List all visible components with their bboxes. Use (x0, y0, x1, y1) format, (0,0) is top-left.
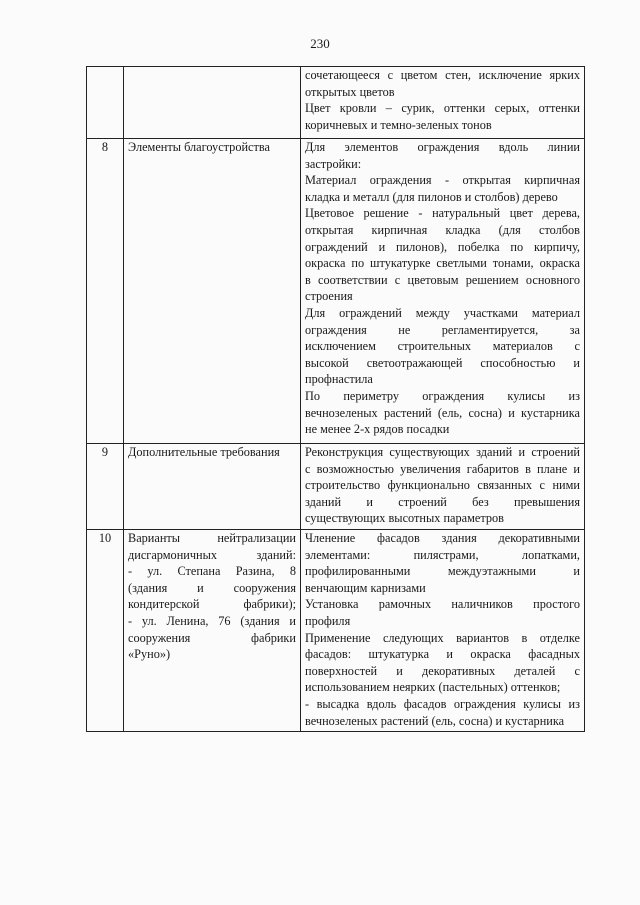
text-line: зданий и строений без превышения (305, 494, 580, 509)
requirement-paragraph (305, 530, 580, 596)
requirement-paragraph (305, 305, 580, 388)
text-line: ограждений и пилонов), побелка по кирпичу, (305, 239, 580, 254)
name-line: «Руно») (128, 647, 171, 662)
text-line: поверхностей и декоративных деталей с (305, 663, 580, 678)
name-line: Дополнительные требования (128, 445, 280, 459)
row-requirements (301, 139, 585, 444)
text-line: строительство функционально связанных с ними (305, 478, 580, 493)
text-line: не менее 2-х рядов посадки (305, 422, 450, 437)
name-line: - ул. Степана Разина, 8 (128, 564, 296, 579)
text-line: использованием неярких (пастельных) оттенков; (305, 680, 561, 695)
row-requirements (301, 530, 585, 732)
requirements-table (86, 66, 585, 732)
requirement-paragraph (305, 205, 580, 305)
row-element-name (124, 67, 301, 139)
text-line: По периметру ограждения кулисы из (305, 388, 580, 403)
row-element-name (124, 444, 301, 530)
text-line: профилированными междуэтажными и (305, 564, 580, 579)
text-line: Для ограждений между участками материал (305, 305, 580, 320)
row-number: 9 (87, 444, 124, 530)
text-line: венчающим карнизами (305, 580, 426, 595)
text-line: Материал ограждения - открытая кирпичная (305, 173, 580, 188)
text-line: ограждения не регламентируется, за (305, 322, 580, 337)
text-line: застройки: (305, 156, 362, 171)
text-line: открытых цветов (305, 84, 395, 99)
text-line: с возможностью увеличения габаритов в плане и (305, 461, 580, 476)
name-line: - ул. Ленина, 76 (здания и (128, 613, 296, 628)
text-line: существующих высотных параметров (305, 511, 504, 526)
table-row (87, 139, 585, 444)
text-line: фасадов: штукатурка и окраска фасадных (305, 647, 580, 662)
text-line: Для элементов ограждения вдоль линии (305, 140, 580, 154)
text-line: сочетающееся с цветом стен, исключение ярких (305, 68, 580, 82)
requirement-paragraph (305, 596, 580, 629)
text-line: строения (305, 289, 353, 304)
requirement-paragraph (305, 139, 580, 172)
requirement-paragraph (305, 630, 580, 696)
table-row (87, 530, 585, 732)
text-line: Цвет кровли – сурик, оттенки серых, оттенки (305, 101, 580, 116)
text-line: коричневых и темно-зеленых тонов (305, 117, 492, 132)
requirement-paragraph (305, 696, 580, 729)
requirement-paragraph (305, 172, 580, 205)
row-requirements (301, 444, 585, 530)
row-number: 10 (87, 530, 124, 732)
row-number (87, 67, 124, 139)
text-line: окраска по штукатурке светлыми тонами, окраска (305, 256, 580, 271)
text-line: кладка и металл (для пилонов и столбов) дерево (305, 189, 558, 204)
page-number: 230 (310, 36, 330, 51)
name-line: дисгармоничных зданий: (128, 547, 296, 562)
name-line: Элементы благоустройства (128, 140, 270, 154)
text-line: Применение следующих вариантов в отделке (305, 630, 580, 645)
row-requirements (301, 67, 585, 139)
row-element-name (124, 139, 301, 444)
row-element-name (124, 530, 301, 732)
text-line: вечнозеленых растений (ель, сосна) и кустарника (305, 713, 565, 728)
row-number: 8 (87, 139, 124, 444)
table-row (87, 444, 585, 530)
name-line: (здания и сооружения (128, 580, 296, 595)
name-line: Варианты нейтрализации (128, 531, 296, 545)
text-line: Установка рамочных наличников простого (305, 597, 580, 612)
text-line: Цветовое решение - натуральный цвет дерева, (305, 206, 580, 221)
text-line: профиля (305, 613, 351, 628)
text-line: Реконструкция существующих зданий и строений (305, 445, 580, 459)
text-line: высокой светоотражающей способностью и (305, 355, 580, 370)
text-line: в соответствии с цветовым решением основного (305, 272, 580, 287)
name-line: сооружения фабрики (128, 630, 296, 645)
name-line: кондитерской фабрики); (128, 597, 296, 612)
text-line: вечнозеленых растений (ель, сосна) и кустарника (305, 405, 580, 420)
text-line: Членение фасадов здания декоративными (305, 531, 580, 545)
requirement-paragraph (305, 100, 580, 133)
requirement-paragraph (305, 444, 580, 527)
text-line: профнастила (305, 372, 373, 387)
requirement-paragraph (305, 388, 580, 438)
text-line: исключением строительных материалов с (305, 339, 580, 354)
table-row (87, 67, 585, 139)
text-line: элементами: пилястрами, лопатками, (305, 547, 580, 562)
text-line: открытая кирпичная кладка (для столбов (305, 222, 580, 237)
requirement-paragraph (305, 67, 580, 100)
text-line: - высадка вдоль фасадов ограждения кулисы из (305, 696, 580, 711)
